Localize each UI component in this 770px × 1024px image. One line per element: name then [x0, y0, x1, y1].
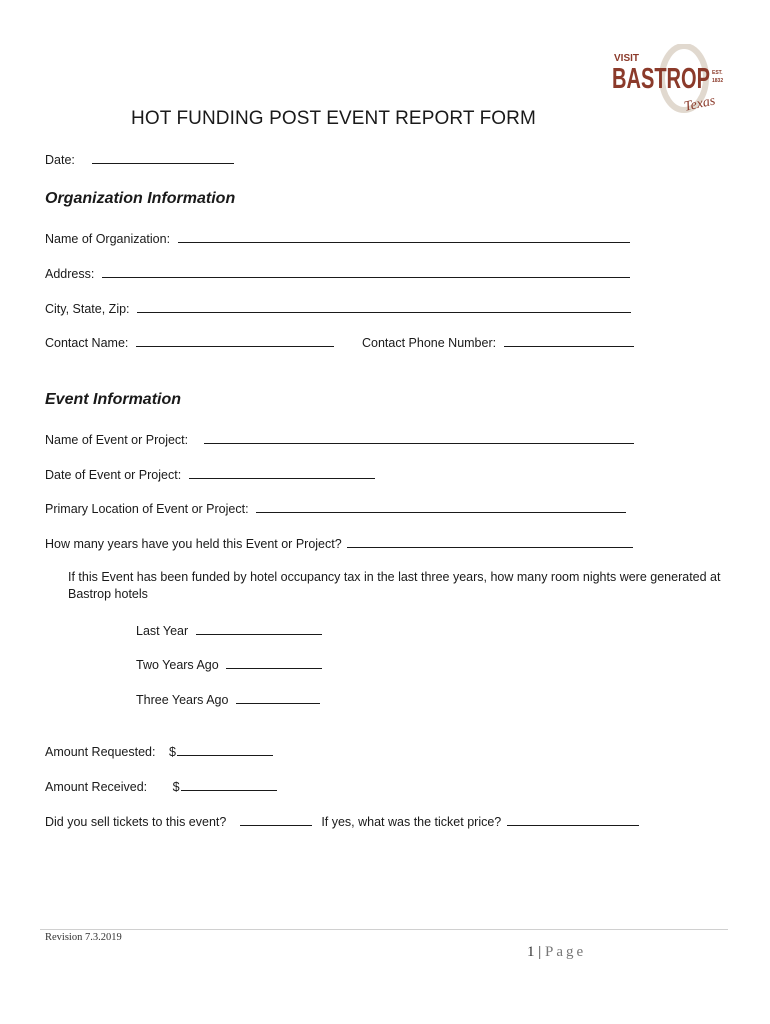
event-years-row [45, 535, 633, 552]
amount-requested-field[interactable] [177, 743, 273, 756]
logo-state-text: Texas [682, 93, 717, 115]
event-years-label: How many years have you held this Event or Project? [45, 537, 342, 551]
address-row [45, 265, 630, 282]
event-name-field[interactable] [204, 431, 634, 444]
contact-phone-row [362, 334, 634, 351]
event-location-row [45, 500, 626, 517]
address-field[interactable] [102, 265, 630, 278]
date-label: Date: [45, 153, 75, 167]
page-number [527, 944, 586, 961]
tickets-row [45, 813, 639, 830]
logo-year-text: 1832 [712, 78, 724, 84]
two-years-field[interactable] [226, 656, 322, 669]
tickets-field[interactable] [240, 813, 312, 826]
visit-bastrop-logo [608, 44, 728, 116]
amount-requested-row [45, 743, 273, 760]
amount-received-row [45, 778, 277, 795]
ticket-price-label: If yes, what was the ticket price? [321, 815, 502, 829]
event-name-label: Name of Event or Project: [45, 433, 189, 447]
logo-name-text: BASTROP [612, 63, 710, 95]
page-word: Page [545, 944, 587, 960]
event-date-row [45, 466, 375, 483]
event-date-field[interactable] [189, 466, 375, 479]
event-date-label: Date of Event or Project: [45, 468, 182, 482]
org-name-field[interactable] [178, 230, 630, 243]
tickets-label: Did you sell tickets to this event? [45, 815, 227, 829]
event-years-field[interactable] [347, 535, 633, 548]
last-year-label: Last Year [136, 624, 189, 638]
event-name-row [45, 431, 634, 448]
event-location-label: Primary Location of Event or Project: [45, 502, 249, 516]
two-years-label: Two Years Ago [136, 658, 219, 672]
city-label: City, State, Zip: [45, 302, 130, 316]
three-years-label: Three Years Ago [136, 693, 229, 707]
date-field[interactable] [92, 151, 234, 164]
org-heading: Organization Information [45, 190, 236, 207]
three-years-field[interactable] [236, 691, 320, 704]
logo-visit-text: VISIT [614, 53, 640, 64]
last-year-row [136, 622, 322, 639]
org-name-label: Name of Organization: [45, 232, 171, 246]
amount-requested-label: Amount Requested: [45, 745, 156, 759]
contact-name-row [45, 334, 334, 351]
revision-text: Revision 7.3.2019 [45, 932, 122, 943]
city-field[interactable] [137, 300, 631, 313]
address-label: Address: [45, 267, 95, 281]
org-name-row [45, 230, 630, 247]
two-years-row [136, 656, 322, 673]
three-years-row [136, 691, 320, 708]
amount-received-label: Amount Received: [45, 780, 148, 794]
ticket-price-field[interactable] [507, 813, 639, 826]
page-number-value: 1 [527, 944, 535, 960]
city-row [45, 300, 631, 317]
amount-received-field[interactable] [181, 778, 277, 791]
page-separator: | [538, 944, 542, 960]
contact-name-label: Contact Name: [45, 336, 129, 350]
contact-phone-field[interactable] [504, 334, 634, 347]
date-row [45, 151, 234, 168]
footer-divider [40, 929, 728, 930]
page-title: HOT FUNDING POST EVENT REPORT FORM [131, 108, 536, 129]
event-location-field[interactable] [256, 500, 626, 513]
last-year-field[interactable] [196, 622, 322, 635]
logo-est-text: EST. [712, 70, 723, 76]
contact-name-field[interactable] [136, 334, 334, 347]
amount-received-dollar: $ [172, 780, 180, 794]
event-heading: Event Information [45, 391, 182, 408]
amount-requested-dollar: $ [168, 745, 176, 759]
hot-funding-note: If this Event has been funded by hotel occupancy tax in the last three years, how many room nights were generated at Bastrop hotels [68, 570, 721, 601]
contact-phone-label: Contact Phone Number: [362, 336, 497, 350]
